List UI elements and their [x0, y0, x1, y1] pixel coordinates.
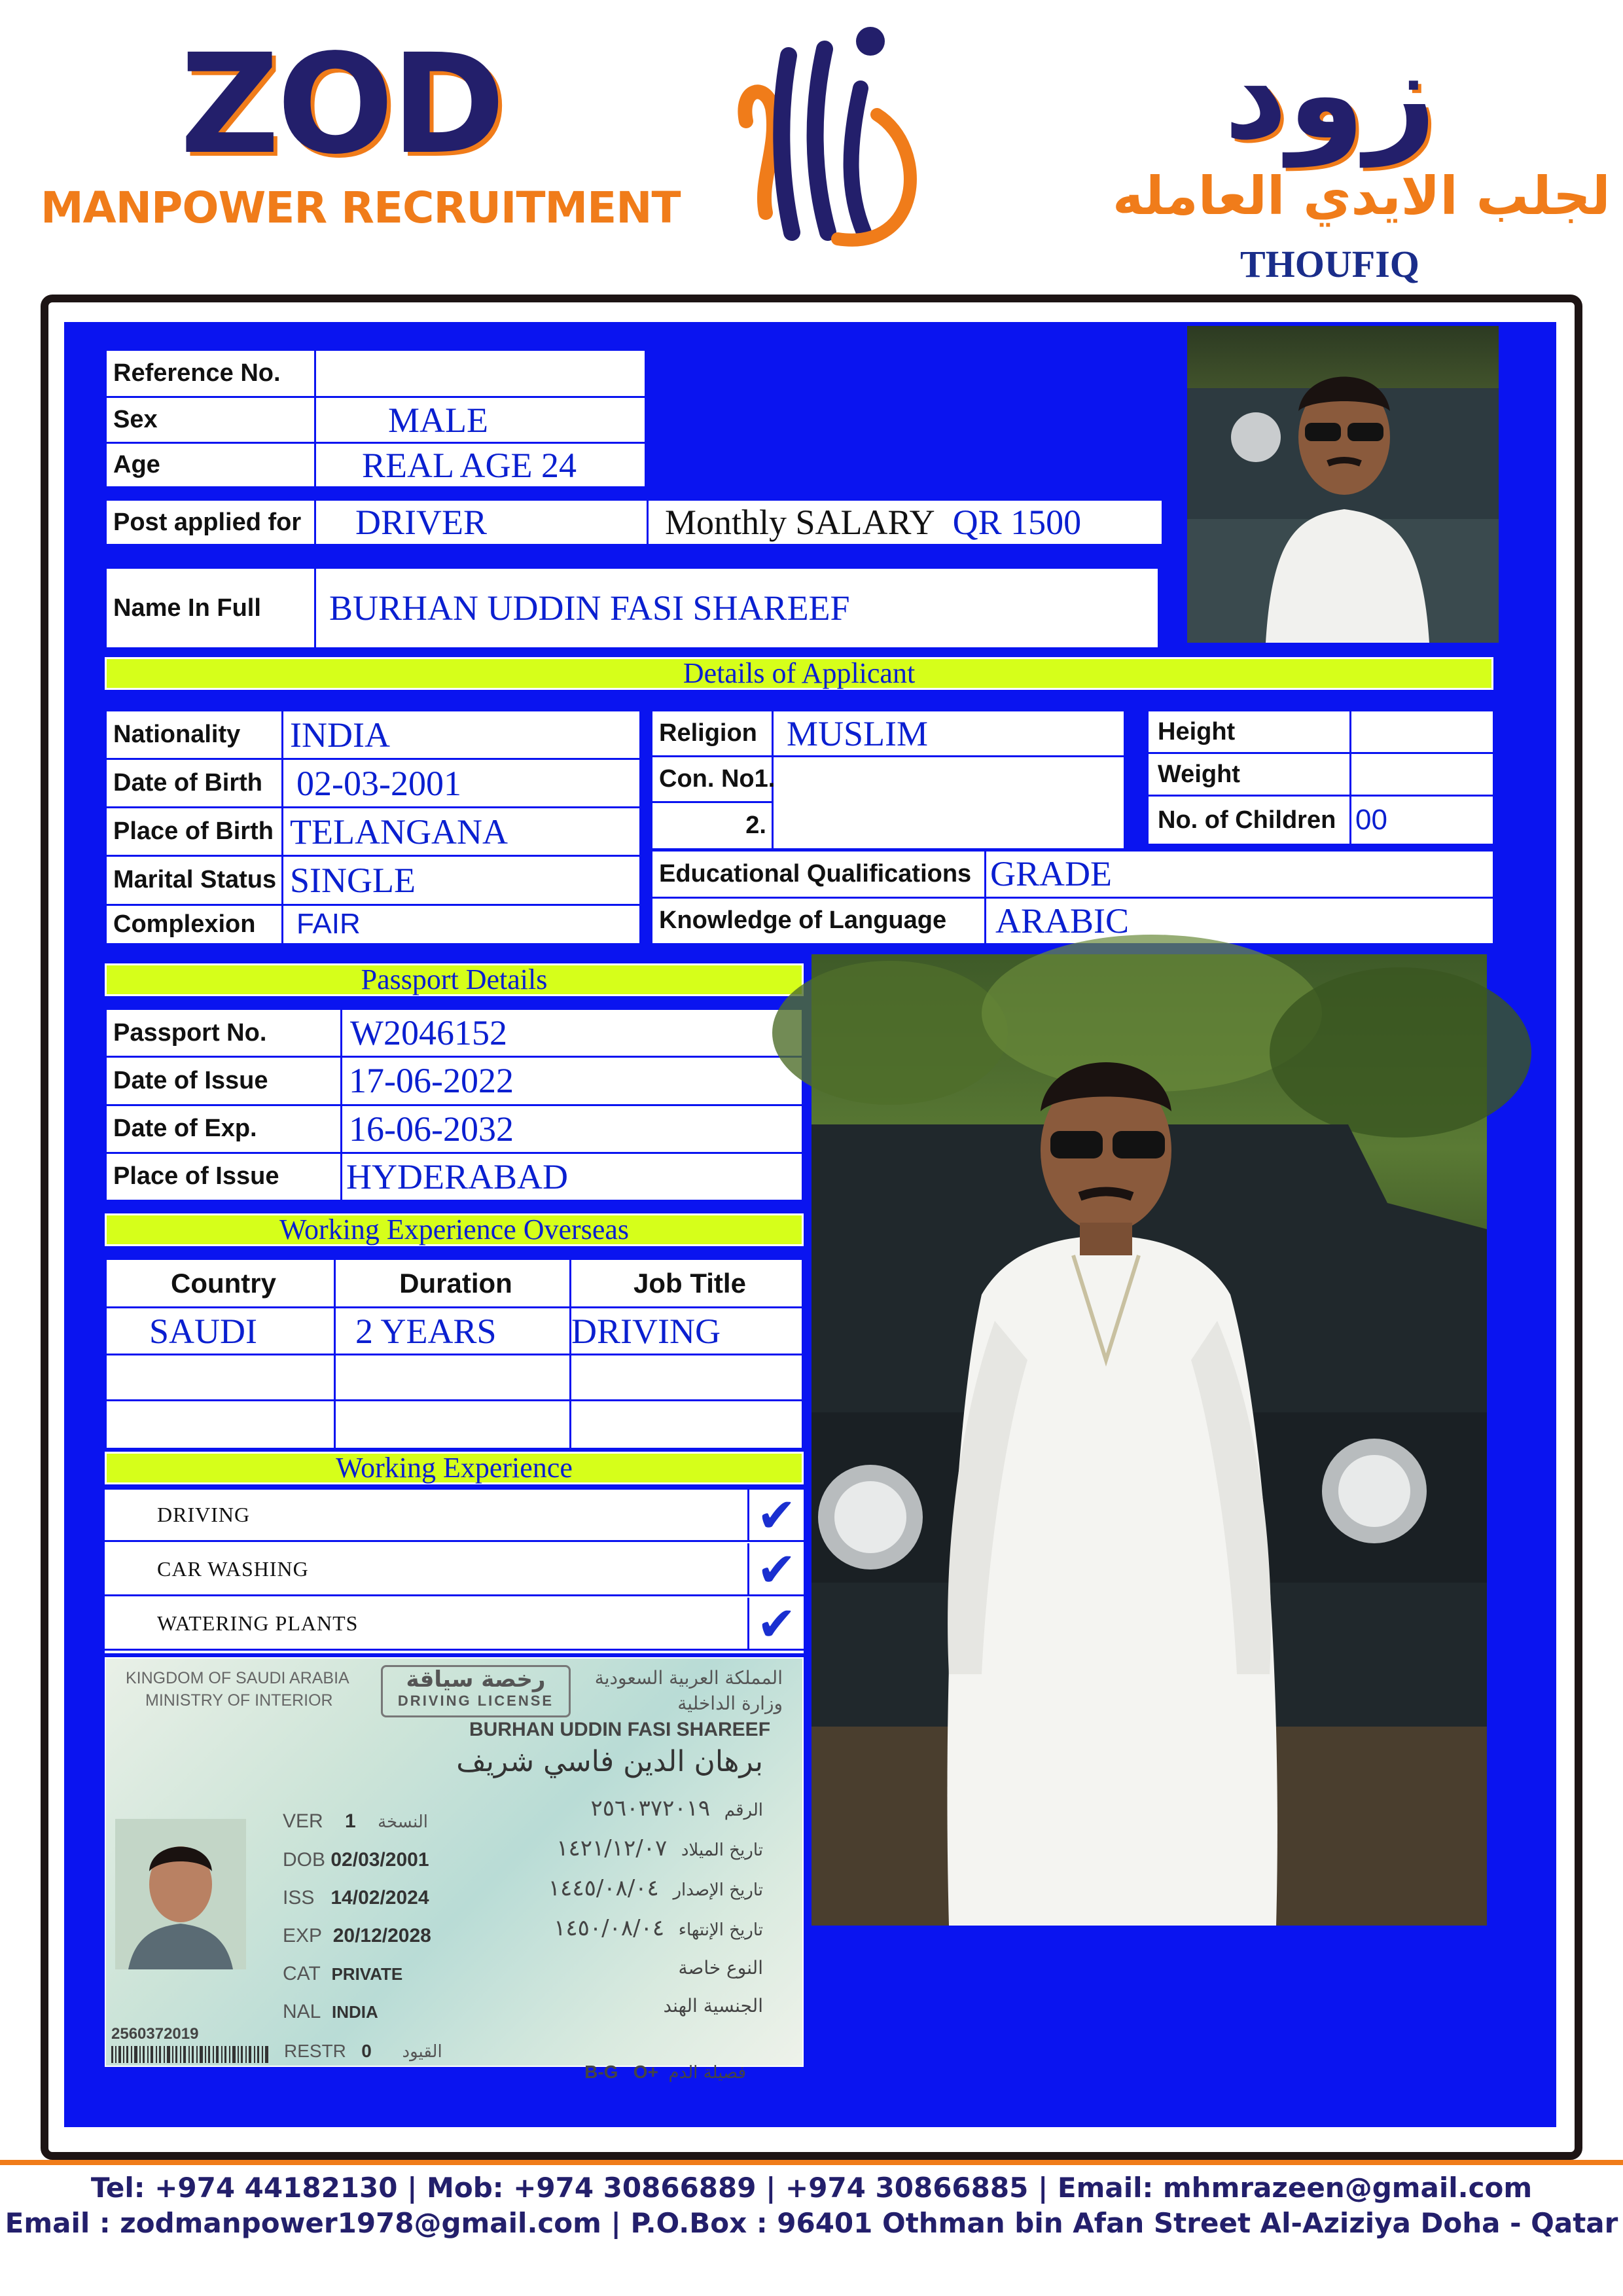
row-1-job	[571, 1355, 803, 1401]
license-title-ar: رخصة سياقة	[406, 1666, 546, 1693]
row-0-job: DRIVING	[571, 1308, 803, 1355]
row-1-country	[106, 1355, 335, 1401]
brand-logo-arabic: زود	[1224, 22, 1436, 167]
salary-label: Monthly SALARY	[665, 503, 935, 542]
salary-cell	[648, 500, 1163, 545]
row-0-duration: 2 YEARS	[335, 1308, 571, 1355]
license-restr-label: RESTR	[284, 2041, 346, 2061]
applicant-full-photo	[812, 954, 1487, 1926]
license-number-label-ar: الرقم	[724, 1801, 763, 1820]
complexion-value: FAIR	[283, 905, 641, 944]
age-label: Age	[106, 443, 315, 488]
footer-contact-line-1: Tel: +974 44182130 | Mob: +974 30866889 | +974 30866885 | Email: mhmrazeen@gmail.com	[90, 2172, 1533, 2204]
edu-lang-table	[651, 850, 1495, 945]
row-2-duration	[335, 1401, 571, 1449]
lang-label: Knowledge of Language	[652, 897, 986, 944]
row-2-job	[571, 1401, 803, 1449]
license-iss-value: 14/02/2024	[330, 1887, 429, 1909]
name-label: Name In Full	[106, 568, 315, 649]
passport-no-label: Passport No.	[106, 1009, 342, 1057]
dob-label: Date of Birth	[106, 759, 283, 808]
name-row	[105, 567, 1160, 649]
experience-item	[105, 1541, 804, 1597]
passport-exp-value: 16-06-2032	[342, 1105, 803, 1153]
license-ver-ar: النسخة	[378, 1812, 428, 1832]
dob-value: 02-03-2001	[283, 759, 641, 808]
col-duration: Duration	[335, 1259, 571, 1308]
religion-label: Religion	[652, 711, 773, 757]
lang-value: ARABIC	[986, 897, 1494, 944]
edu-value: GRADE	[986, 851, 1494, 898]
passport-issue-label: Date of Issue	[106, 1057, 342, 1105]
barcode-icon	[111, 2046, 275, 2063]
experience-section-title: Working Experience	[105, 1452, 804, 1484]
sex-value: MALE	[315, 397, 646, 443]
license-country-en: KINGDOM OF SAUDI ARABIA	[126, 1669, 349, 1687]
basic-info-table	[105, 349, 647, 486]
license-cat-ar: النوع خاصة	[678, 1957, 763, 1979]
complexion-label: Complexion	[106, 905, 283, 944]
physical-table	[1147, 709, 1495, 846]
license-exp-value: 20/12/2028	[332, 1925, 431, 1946]
license-blood-ar: فصيلة الدم	[668, 2063, 747, 2083]
overseas-section-title: Working Experience Overseas	[105, 1213, 804, 1246]
license-ministry-ar: وزارة الداخلية	[677, 1693, 783, 1715]
license-title-en: DRIVING LICENSE	[397, 1693, 554, 1710]
experience-item	[105, 1487, 804, 1543]
license-id-number: 2560372019	[111, 2025, 199, 2043]
nationality-label: Nationality	[106, 711, 283, 759]
con2-label: 2.	[652, 802, 773, 850]
license-ver-label: VER	[283, 1810, 323, 1832]
name-value: BURHAN UDDIN FASI SHAREEF	[315, 568, 1159, 649]
pob-value: TELANGANA	[283, 808, 641, 856]
salary-value: QR 1500	[952, 503, 1082, 542]
license-name-ar: برهان الدين فاسي شريف	[456, 1745, 763, 1778]
license-dob-label: DOB	[283, 1849, 326, 1871]
brand-subtitle-arabic: لجلب الايدي العامله	[1113, 166, 1611, 226]
height-value	[1351, 711, 1494, 753]
license-cat-value: PRIVATE	[331, 1964, 403, 1984]
license-country-ar: المملكة العربية السعودية	[594, 1667, 783, 1689]
footer-divider	[0, 2160, 1623, 2165]
experience-item-label: DRIVING	[157, 1503, 251, 1526]
contact-value	[773, 757, 1125, 850]
experience-item-label: WATERING PLANTS	[157, 1611, 359, 1635]
marital-label: Marital Status	[106, 856, 283, 905]
row-1-duration	[335, 1355, 571, 1401]
license-restr-ar: القيود	[402, 2042, 442, 2062]
brand-logo-text: ZOD	[180, 24, 503, 185]
agent-name: THOUFIQ	[1240, 243, 1419, 285]
applicant-section-title: Details of Applicant	[105, 657, 1493, 690]
license-nal-ar: الجنسية الهند	[663, 1995, 763, 2017]
license-exp-ar: ١٤٥٠/٠٨/٠٤	[554, 1915, 665, 1941]
license-iss-label: ISS	[283, 1887, 315, 1909]
overseas-table	[105, 1258, 804, 1448]
passport-issue-value: 17-06-2022	[342, 1057, 803, 1105]
license-cat-label: CAT	[283, 1963, 321, 1984]
license-number-ar: ٢٥٦٠٣٧٢٠١٩	[590, 1795, 711, 1821]
weight-label: Weight	[1148, 753, 1351, 796]
license-ver-value: 1	[345, 1810, 356, 1832]
license-iss-ar: ١٤٤٥/٠٨/٠٤	[548, 1875, 659, 1901]
license-iss-ar-label: تاريخ الإصدار	[673, 1880, 763, 1900]
row-2-country	[106, 1401, 335, 1449]
nationality-value: INDIA	[283, 711, 641, 759]
passport-exp-label: Date of Exp.	[106, 1105, 342, 1153]
height-label: Height	[1148, 711, 1351, 753]
marital-value: SINGLE	[283, 856, 641, 905]
applicant-portrait	[1187, 326, 1499, 643]
experience-item	[105, 1598, 804, 1651]
passport-table	[105, 1008, 804, 1202]
checkmark-icon[interactable]: ✔	[747, 1598, 804, 1650]
license-nal-value: INDIA	[332, 2002, 378, 2022]
driving-license-card	[105, 1657, 804, 2083]
license-restr-value: 0	[361, 2041, 372, 2061]
post-salary-row	[105, 499, 1164, 546]
pob-label: Place of Birth	[106, 808, 283, 856]
checkmark-icon[interactable]: ✔	[747, 1543, 804, 1596]
con1-label: Con. No1.	[652, 757, 773, 802]
children-value: 00	[1351, 796, 1494, 845]
row-0-country: SAUDI	[106, 1308, 335, 1355]
license-dob-ar-label: تاريخ الميلاد	[681, 1840, 763, 1860]
applicant-left-table	[105, 709, 641, 945]
sex-label: Sex	[106, 397, 315, 443]
license-ministry-en: MINISTRY OF INTERIOR	[145, 1691, 333, 1710]
brand-mark-icon	[733, 16, 936, 265]
col-job: Job Title	[571, 1259, 803, 1308]
license-exp-label: EXP	[283, 1925, 323, 1946]
col-country: Country	[106, 1259, 335, 1308]
license-dob-value: 02/03/2001	[330, 1849, 429, 1871]
religion-contact-table	[651, 709, 1126, 848]
age-value: REAL AGE 24	[315, 443, 646, 488]
post-label: Post applied for	[106, 500, 315, 545]
license-photo	[115, 1819, 246, 1969]
experience-list	[105, 1487, 804, 1653]
passport-no-value: W2046152	[342, 1009, 803, 1057]
religion-value: MUSLIM	[773, 711, 1125, 757]
license-exp-ar-label: تاريخ الإنتهاء	[678, 1920, 763, 1940]
license-dob-ar: ١٤٢١/١٢/٠٧	[556, 1835, 668, 1861]
reference-value	[315, 350, 646, 397]
reference-label: Reference No.	[106, 350, 315, 397]
license-nal-label: NAL	[283, 2001, 321, 2022]
experience-item-label: CAR WASHING	[157, 1557, 309, 1581]
license-name-en: BURHAN UDDIN FASI SHAREEF	[469, 1719, 771, 1740]
children-label: No. of Children	[1148, 796, 1351, 845]
checkmark-icon[interactable]: ✔	[747, 1489, 804, 1541]
passport-section-title: Passport Details	[105, 963, 804, 996]
passport-place-label: Place of Issue	[106, 1153, 342, 1200]
post-value: DRIVER	[315, 500, 648, 545]
passport-place-value: HYDERABAD	[342, 1153, 803, 1200]
weight-value	[1351, 753, 1494, 796]
license-blood-value: B-G O+	[584, 2062, 658, 2082]
footer-contact-line-2: Email : zodmanpower1978@gmail.com | P.O.Box : 96401 Othman bin Afan Street Al-Aziziya Doha - Qatar	[5, 2207, 1618, 2239]
edu-label: Educational Qualifications	[652, 851, 986, 898]
brand-subtitle: MANPOWER RECRUITMENT	[41, 183, 681, 233]
